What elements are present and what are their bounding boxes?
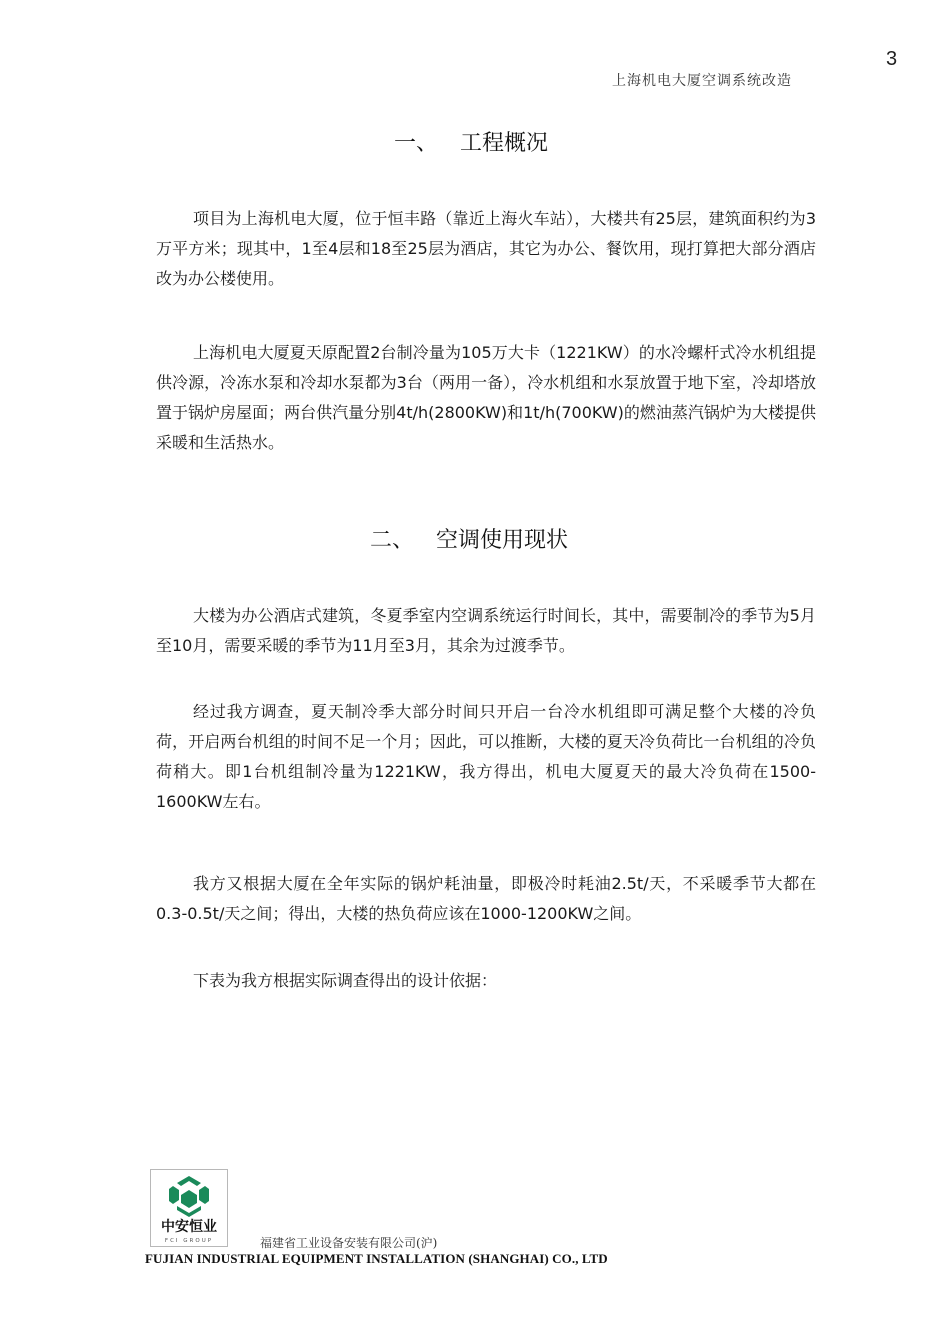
logo-text: 中安恒业 [161, 1219, 217, 1235]
paragraph-original-equipment: 上海机电大厦夏天原配置2台制冷量为105万大卡（1221KW）的水冷螺杆式冷水机组提供冷源，冷冻水泵和冷却水泵都为3台（两用一备），冷水机组和水泵放置于地下室，冷却塔放置于锅炉房屋面；两台供汽量分别4t/h(2800KW)和1t/h(700KW)的燃油蒸汽锅炉为大楼提供采暖和生活热水。 [156, 343, 816, 452]
page-number: 3 [886, 48, 898, 70]
logo-emblem-icon [151, 1170, 227, 1246]
section-title: 工程概况 [460, 131, 549, 156]
section-number: 一、 [394, 131, 439, 156]
section-heading-overview [394, 126, 548, 157]
paragraph-project-intro: 项目为上海机电大厦，位于恒丰路（靠近上海火车站），大楼共有25层，建筑面积约为3万平方米；现其中，1至4层和18至25层为酒店，其它为办公、餐饮用，现打算把大部分酒店改为办公楼使用。 [156, 209, 816, 288]
company-logo [150, 1169, 228, 1247]
section-title: 空调使用现状 [436, 528, 569, 553]
section-number: 二、 [370, 528, 415, 553]
section-heading-current-status [370, 523, 568, 554]
paragraph-heating-load: 我方又根据大厦在全年实际的锅炉耗油量，即极冷时耗油2.5t/天，不采暖季节大都在0.3-0.5t/天之间；得出，大楼的热负荷应该在1000-1200KW之间。 [156, 874, 816, 923]
paragraph-table-intro: 下表为我方根据实际调查得出的设计依据： [193, 971, 498, 990]
company-name-english: FUJIAN INDUSTRIAL EQUIPMENT INSTALLATION (SHANGHAI) CO., LTD [145, 1251, 608, 1266]
logo-subtext: FCI GROUP [164, 1238, 214, 1244]
paragraph-seasons: 大楼为办公酒店式建筑，冬夏季室内空调系统运行时间长，其中，需要制冷的季节为5月至10月，需要采暖的季节为11月至3月，其余为过渡季节。 [156, 606, 816, 655]
company-name-chinese: 福建省工业设备安装有限公司(沪) [260, 1236, 438, 1250]
paragraph-cooling-load: 经过我方调查，夏天制冷季大部分时间只开启一台冷水机组即可满足整个大楼的冷负荷，开启两台机组的时间不足一个月；因此，可以推断，大楼的夏天冷负荷比一台机组的冷负荷稍大。即1台机组制冷量为1221KW，我方得出，机电大厦夏天的最大冷负荷在1500-1600KW左右。 [156, 702, 816, 811]
document-header-title: 上海机电大厦空调系统改造 [612, 73, 792, 89]
